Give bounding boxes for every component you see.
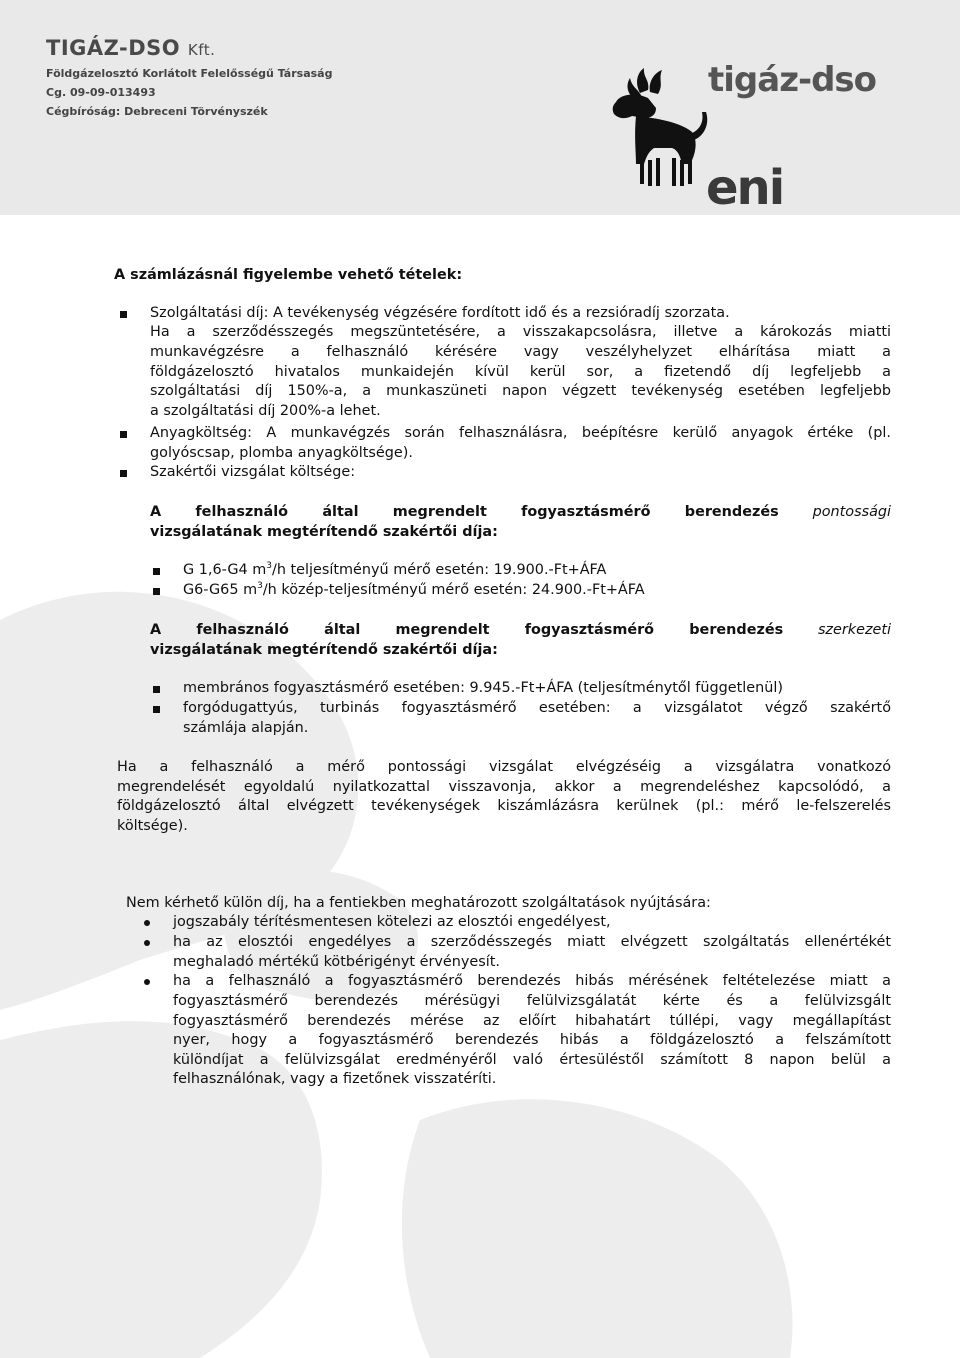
paragraph-line-1: Ha a felhasználó a mérő pontossági vizsgálat elvégzéséig a vizsgálatra vonatkozó xyxy=(117,759,891,775)
paragraph-line-3: földgázelosztó által elvégzett tevékenységek kiszámlázásra kerülnek (pl.: mérő le-felszerelés xyxy=(117,798,891,814)
company-name-text: TIGÁZ-DSO xyxy=(46,36,181,60)
structural-fee-2-line-1: forgódugattyús, turbinás fogyasztásmérő esetében: a vizsgálatot végző szakértő xyxy=(183,700,891,716)
paragraph-line-4: költsége). xyxy=(117,818,188,834)
fee-line-5: szolgáltatási díj 150%-a, a munkaszüneti napon végzett tevékenység esetében legfeljebb xyxy=(150,383,891,399)
fee-line-2: Ha a szerződésszegés megszüntetésére, a visszakapcsolásra, illetve a károkozás miatti xyxy=(150,324,891,340)
brand-logo: tigáz-dso xyxy=(708,60,877,100)
structural-heading-italic: szerkezeti xyxy=(817,622,891,638)
accuracy-heading-line-1 xyxy=(150,503,891,523)
accuracy-fee-1 xyxy=(183,561,606,581)
fee-line-4: földgázelosztó hivatalos munkaidején kívül kerül sor, a fizetendő díj legfeljebb a xyxy=(150,364,891,380)
square-bullet xyxy=(120,431,127,438)
square-bullet xyxy=(153,686,160,693)
no-fee-item-3-line-5: különdíjat a felülvizsgálat eredményéről való értesüléstől számított 8 napon belül a xyxy=(173,1052,891,1068)
no-fee-item-2-line-2: meghaladó mértékű kötbérigényt érvényesít. xyxy=(173,954,500,970)
fee-line-3: munkavégzésre a felhasználó kérésére vagy veszélyhelyzet elhárítása miatt a xyxy=(150,344,891,360)
square-bullet xyxy=(120,470,127,477)
company-registration: Cg. 09-09-013493 xyxy=(46,86,156,99)
accuracy-fee-2-pre: G6-G65 m xyxy=(183,582,258,598)
eni-logo: eni xyxy=(706,160,784,216)
accuracy-fee-2 xyxy=(183,581,645,601)
accuracy-fee-1-post: /h teljesítményű mérő esetén: 19.900.-Ft+ÁFA xyxy=(271,562,607,578)
no-fee-item-3-line-1: ha a felhasználó a fogyasztásmérő berendezés hibás mérésének feltételezése miatt a xyxy=(173,973,891,989)
no-fee-item-1: jogszabály térítésmentesen kötelezi az elosztói engedélyest, xyxy=(173,914,611,930)
square-bullet xyxy=(153,568,160,575)
company-court: Cégbíróság: Debreceni Törvényszék xyxy=(46,105,268,118)
accuracy-heading-italic: pontossági xyxy=(812,504,892,520)
fee-line-1: Szolgáltatási díj: A tevékenység végzésére fordított idő és a rezsióradíj szorzata. xyxy=(150,305,730,321)
no-fee-intro: Nem kérhető külön díj, ha a fentiekben meghatározott szolgáltatások nyújtására: xyxy=(126,895,711,911)
no-fee-item-3-line-3: fogyasztásmérő berendezés mérése az előírt hibahatárt túllépi, vagy megállapítást xyxy=(173,1013,891,1029)
structural-heading-line-1 xyxy=(150,621,891,641)
structural-fee-1: membrános fogyasztásmérő esetében: 9.945.-Ft+ÁFA (teljesítménytől függetlenül) xyxy=(183,680,783,696)
paragraph-line-2: megrendelését egyoldalú nyilatkozattal visszavonja, akkor a megrendeléshez kapcsolódó, a xyxy=(117,779,891,795)
round-bullet xyxy=(144,979,150,985)
no-fee-item-3-line-4: nyer, hogy a fogyasztásmérő berendezés hibás a földgázelosztó a felszámított xyxy=(173,1032,891,1048)
no-fee-item-3-line-2: fogyasztásmérő berendezés mérésügyi felülvizsgálatát kérte és a felülvizsgált xyxy=(173,993,891,1009)
structural-fee-2-line-2: számlája alapján. xyxy=(183,720,309,736)
structural-heading-line-2: vizsgálatának megtérítendő szakértői díja: xyxy=(150,642,498,658)
company-full-name: Földgázelosztó Korlátolt Felelősségű Társaság xyxy=(46,67,333,80)
round-bullet xyxy=(144,940,150,946)
accuracy-fee-2-sup: 3 xyxy=(257,581,263,592)
accuracy-fee-1-pre: G 1,6-G4 m xyxy=(183,562,267,578)
expert-cost-label: Szakértői vizsgálat költsége: xyxy=(150,464,356,480)
fee-line-6: a szolgáltatási díj 200%-a lehet. xyxy=(150,403,381,419)
material-line-1: Anyagköltség: A munkavégzés során felhasználásra, beépítésre kerülő anyagok értéke (pl. xyxy=(150,425,891,441)
accuracy-heading-main: A felhasználó által megrendelt fogyasztásmérő berendezés xyxy=(150,504,779,520)
square-bullet xyxy=(153,588,160,595)
accuracy-fee-1-sup: 3 xyxy=(266,561,272,572)
accuracy-fee-2-post: /h közép-teljesítményű mérő esetén: 24.900.-Ft+ÁFA xyxy=(262,582,645,598)
material-line-2: golyóscsap, plomba anyagköltsége). xyxy=(150,445,413,461)
no-fee-item-2-line-1: ha az elosztói engedélyes a szerződésszegés miatt elvégzett szolgáltatás ellenértékét xyxy=(173,934,891,950)
section-title: A számlázásnál figyelembe vehető tételek: xyxy=(114,267,463,283)
round-bullet xyxy=(144,920,150,926)
square-bullet xyxy=(120,311,127,318)
square-bullet xyxy=(153,706,160,713)
structural-heading-main: A felhasználó által megrendelt fogyasztásmérő berendezés xyxy=(150,622,784,638)
company-suffix: Kft. xyxy=(187,41,216,59)
accuracy-heading-line-2: vizsgálatának megtérítendő szakértői díja: xyxy=(150,524,498,540)
no-fee-item-3-line-6: felhasználónak, vagy a fizetőnek visszatéríti. xyxy=(173,1071,497,1087)
